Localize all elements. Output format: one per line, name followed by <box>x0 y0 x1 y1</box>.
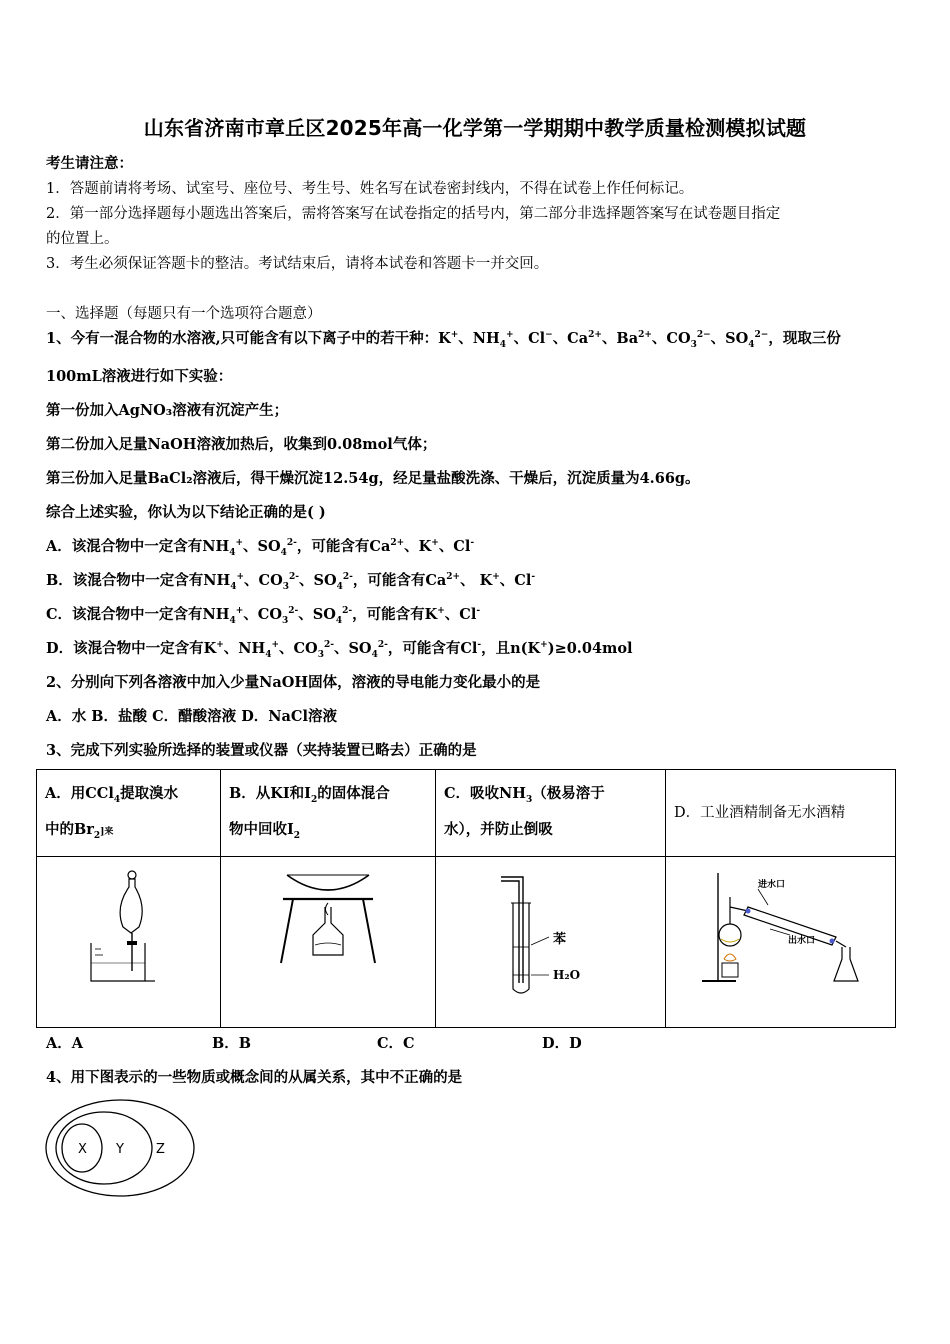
label-y: Y <box>116 1142 124 1157</box>
venn-diagram <box>42 1098 198 1202</box>
page-title: 山东省济南市章丘区2025年高一化学第一学期期中教学质量检测模拟试题 <box>143 116 807 140</box>
q2-stem: 2、分别向下列各溶液中加入少量NaOH固体，溶液的导电能力变化最小的是 <box>46 674 541 691</box>
cell-b-figure <box>221 857 436 1028</box>
q1-option-b[interactable]: B．该混合物中一定含有$NH_4^+$、$CO_3^{2-}$、$SO_4^{2-}$，可能含有$Ca^{2+}$、 K+、Cl- <box>46 572 536 592</box>
label-x: X <box>78 1142 87 1157</box>
water-outlet-label: 出水口 <box>787 936 815 946</box>
cell-d-figure <box>666 857 896 1028</box>
cell-a-figure <box>37 857 221 1028</box>
distillation-figure <box>696 863 866 993</box>
cell-a-text: A．用CCl$_4$提取溴水 中的$Br_2$]来 <box>37 770 221 857</box>
cell-c-text: C．吸收$NH_3$（极易溶于 水），并防止倒吸 <box>436 770 666 857</box>
notice-item-1: 1．答题前请将考场、试室号、座位号、考生号、姓名写在试卷密封线内，不得在试卷上作任何标记。 <box>46 181 694 197</box>
notice-item-2-cont: 的位置上。 <box>46 231 119 247</box>
q1-option-d[interactable]: D．该混合物中一定含有K+、$NH_4^+$、$CO_3^{2-}$、$SO_4^{2-}$，可能含有Cl-，且n(K+)≥0.04mol <box>46 640 633 660</box>
section-heading: 一、选择题（每题只有一个选项符合题意） <box>46 306 322 322</box>
q3-answer-d[interactable]: D．D <box>542 1035 582 1052</box>
label-z: Z <box>156 1142 165 1157</box>
q2-options[interactable]: A．水 B．盐酸 C．醋酸溶液 D．NaCl溶液 <box>46 708 337 725</box>
separatory-funnel-figure <box>79 863 179 993</box>
q3-answer-b[interactable]: B．B <box>212 1035 252 1052</box>
cell-c-figure <box>436 857 666 1028</box>
water-label: H₂O <box>552 968 580 982</box>
cell-b-text: B．从KI和$I_2$的固体混合 物中回收$I_2$ <box>221 770 436 857</box>
q1-question: 综合上述实验，你认为以下结论正确的是( ) <box>46 504 326 521</box>
q3-answer-a[interactable]: A．A <box>46 1035 84 1052</box>
q1-option-c[interactable]: C．该混合物中一定含有$NH_4^+$、$CO_3^{2-}$、$SO_4^{2-}$，可能含有K+、Cl- <box>46 606 481 626</box>
notice-item-2: 2．第一部分选择题每小题选出答案后，需将答案写在试卷指定的括号内，第二部分非选择题答案写在试卷题目指定 <box>46 206 781 222</box>
q4-stem: 4、用下图表示的一些物质或概念间的从属关系，其中不正确的是 <box>46 1069 463 1086</box>
water-inlet-label: 进水口 <box>757 880 785 890</box>
benzene-label: 苯 <box>552 932 566 947</box>
apparatus-table <box>36 769 896 1028</box>
gas-absorption-figure <box>491 863 611 1003</box>
notice-item-3: 3．考生必须保证答题卡的整洁。考试结束后，请将本试卷和答题卡一并交回。 <box>46 256 549 272</box>
q1-stem: 1、今有一混合物的水溶液,只可能含有以下离子中的若干种：K+、$NH_4^+$、Cl−、$Ca^{2+}$、$Ba^{2+}$、$CO_3^{2-}$、$SO_4^{2-}$，现取三份 <box>46 330 841 350</box>
notice-heading: 考生请注意： <box>46 155 133 172</box>
q1-stem-cont: 100mL溶液进行如下实验： <box>46 368 233 385</box>
q1-exp-3: 第三份加入足量BaCl₂溶液后，得干燥沉淀12.54g，经足量盐酸洗涤、干燥后，沉淀质量为4.66g。 <box>46 470 700 487</box>
ellipse-y <box>56 1112 152 1184</box>
cell-d-text: D．工业酒精制备无水酒精 <box>666 770 896 857</box>
q3-stem: 3、完成下列实验所选择的装置或仪器（夹持装置已略去）正确的是 <box>46 742 477 759</box>
q1-exp-1: 第一份加入AgNO₃溶液有沉淀产生； <box>46 402 289 419</box>
evaporating-dish-figure <box>273 863 383 973</box>
q1-exp-2: 第二份加入足量NaOH溶液加热后，收集到0.08mol气体； <box>46 436 437 453</box>
q3-answer-c[interactable]: C．C <box>377 1035 415 1052</box>
q1-option-a[interactable]: A．该混合物中一定含有$NH_4^+$、$SO_4^{2-}$，可能含有$Ca^{2+}$、K+、Cl- <box>46 538 475 558</box>
